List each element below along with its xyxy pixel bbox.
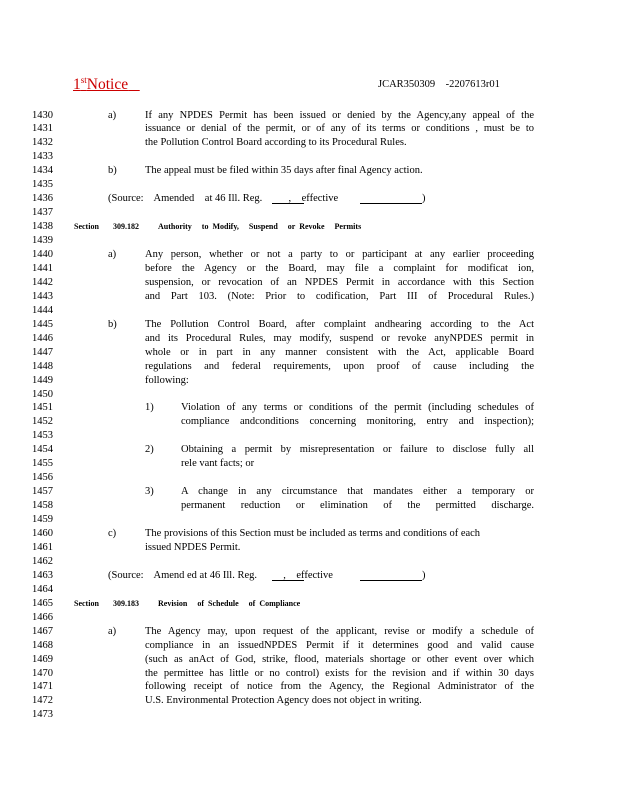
- blank-field: [272, 193, 304, 204]
- text-line: [0, 318, 618, 332]
- line-number: 1463: [32, 569, 53, 581]
- line-text: Violation of any terms or conditions of the permit (including schedules of: [181, 402, 534, 414]
- line-text: U.S. Environmental Protection Agency does not object in writing.: [145, 695, 422, 707]
- text-line: [0, 401, 618, 415]
- item-label: b): [108, 318, 117, 330]
- line-number: 1444: [32, 304, 53, 316]
- document-id: JCAR350309 -2207613r01: [378, 79, 500, 90]
- text-line: [0, 332, 618, 346]
- text-line: [0, 541, 618, 555]
- blank-field: [360, 570, 422, 581]
- line-number: 1455: [32, 458, 53, 470]
- line-text: compliance in an issuedNPDES Permit if it determines good and valid cause: [145, 639, 534, 651]
- text-line: [0, 150, 618, 164]
- text-line: [0, 122, 618, 136]
- item-label: 1): [145, 402, 154, 414]
- item-label: 3): [145, 486, 154, 498]
- line-number: 1435: [32, 179, 53, 191]
- text-line: [0, 611, 618, 625]
- text-line: [0, 136, 618, 150]
- line-number: 1440: [32, 249, 53, 260]
- text-line: [0, 625, 618, 639]
- line-number: 1442: [32, 276, 53, 288]
- line-number: 1432: [32, 137, 53, 149]
- text-line: [0, 206, 618, 220]
- text-line: [0, 192, 618, 206]
- line-number: 1436: [32, 193, 53, 205]
- line-number: 1453: [32, 430, 53, 442]
- text-line: [0, 443, 618, 457]
- text-line: [0, 513, 618, 527]
- line-text: issuance or denial of the permit, or of any of its terms or conditions , must be to: [145, 123, 534, 135]
- text-line: [0, 234, 618, 248]
- line-number: 1449: [32, 374, 53, 386]
- blank-field: [272, 570, 304, 581]
- line-number: 1454: [32, 444, 53, 456]
- text-line: [0, 109, 618, 123]
- line-number: 1451: [32, 402, 53, 414]
- line-text: permanent reduction or elimination of the permitted discharge.: [181, 500, 534, 512]
- line-number: 1446: [32, 332, 53, 344]
- line-number: 1473: [32, 709, 53, 721]
- line-number: 1430: [32, 109, 53, 121]
- line-number: 1462: [32, 555, 53, 567]
- line-number: 1471: [32, 681, 53, 693]
- line-number: 1431: [32, 123, 53, 135]
- line-number: 1438: [32, 221, 53, 233]
- text-line: [0, 178, 618, 192]
- line-text: Any person, whether or not a party to or participant at any earlier proceeding: [145, 249, 534, 260]
- line-text: compliance andconditions concerning monitoring, entry and inspection);: [181, 416, 534, 428]
- line-number: 1441: [32, 262, 53, 274]
- line-number: 1470: [32, 667, 53, 679]
- line-text: The appeal must be filed within 35 days after final Agency action.: [145, 165, 423, 177]
- text-line: [0, 262, 618, 276]
- text-line: [0, 694, 618, 708]
- text-line: [0, 220, 618, 234]
- section-word: Section: [74, 222, 99, 232]
- text-line: [0, 429, 618, 443]
- line-number: 1467: [32, 625, 53, 637]
- text-line: [0, 569, 618, 583]
- text-line: [0, 415, 618, 429]
- line-text: Obtaining a permit by misrepresentation or failure to disclose fully all: [181, 444, 534, 456]
- line-number: 1465: [32, 597, 53, 609]
- line-text: The provisions of this Section must be included as terms and conditions of each: [145, 528, 481, 539]
- text-line: [0, 471, 618, 485]
- line-number: 1459: [32, 514, 53, 526]
- line-number: 1447: [32, 346, 53, 358]
- line-text: the permittee has little or no control) exists for the revision and if within 30 days: [145, 667, 534, 679]
- line-number: 1457: [32, 486, 53, 498]
- text-line: [0, 680, 618, 694]
- text-line: [0, 653, 618, 667]
- line-number: 1452: [32, 416, 53, 428]
- closing-paren: ): [422, 569, 426, 581]
- text-line: [0, 457, 618, 471]
- line-text: suspension, or revocation of an NPDES Permit in accordance with this Section: [145, 276, 534, 288]
- line-text: The Pollution Control Board, after complaint andhearing according to the Act: [145, 318, 534, 330]
- notice-number: 1: [73, 76, 81, 93]
- text-line: [0, 276, 618, 290]
- text-line: [0, 360, 618, 374]
- line-number: 1458: [32, 500, 53, 512]
- item-label: a): [108, 249, 117, 260]
- text-line: [0, 597, 618, 611]
- text-line: [0, 555, 618, 569]
- text-line: [0, 374, 618, 388]
- line-number: 1448: [32, 360, 53, 372]
- line-text: whole or in part in any manner consistent with the Act, applicable Board: [145, 346, 534, 358]
- line-number: 1468: [32, 639, 53, 651]
- section-word: Section: [74, 598, 99, 608]
- blank-field: [360, 193, 422, 204]
- line-text: the Pollution Control Board according to its Procedural Rules.: [145, 137, 407, 149]
- line-number: 1472: [32, 695, 53, 707]
- section-title: Authority to Modify, Suspend or Revoke Permits: [158, 222, 362, 232]
- line-number: 1433: [32, 151, 53, 163]
- line-text: A change in any circumstance that mandates either a temporary or: [181, 486, 534, 498]
- line-number: 1443: [32, 290, 53, 302]
- line-text: If any NPDES Permit has been issued or denied by the Agency,any appeal of the: [145, 109, 534, 121]
- line-text: (Source: Amended at 46 Ill. Reg. , effective: [108, 193, 339, 205]
- item-label: c): [108, 528, 117, 539]
- text-line: [0, 304, 618, 318]
- item-label: b): [108, 165, 117, 177]
- line-text: (such as anAct of God, strike, flood, materials shortage or other event over which: [145, 653, 534, 665]
- line-text: regulations and federal requirements, upon proof of cause including the: [145, 360, 534, 372]
- line-number: 1464: [32, 583, 53, 595]
- line-text: rele vant facts; or: [181, 458, 255, 470]
- line-text: issued NPDES Permit.: [145, 541, 241, 553]
- text-line: [0, 248, 618, 262]
- notice-word: Notice: [86, 76, 129, 93]
- line-number: 1450: [32, 388, 53, 400]
- text-line: [0, 639, 618, 653]
- line-number: 1445: [32, 318, 53, 330]
- line-number: 1434: [32, 165, 53, 177]
- line-text: and Part 103. (Note: Prior to codification, Part III of Procedural Rules.): [145, 290, 534, 302]
- closing-paren: ): [422, 193, 426, 205]
- line-number: 1456: [32, 472, 53, 484]
- line-number: 1461: [32, 541, 53, 553]
- line-text: following receipt of notice from the Agency, the Regional Administrator of the: [145, 681, 534, 693]
- item-label: a): [108, 625, 117, 637]
- item-label: a): [108, 109, 117, 121]
- line-number: 1439: [32, 235, 53, 247]
- text-line: [0, 667, 618, 681]
- item-label: 2): [145, 444, 154, 456]
- line-number: 1469: [32, 653, 53, 665]
- text-line: [0, 583, 618, 597]
- text-line: [0, 485, 618, 499]
- line-text: (Source: Amend ed at 46 Ill. Reg. , effective: [108, 569, 333, 581]
- line-number: 1437: [32, 207, 53, 219]
- section-number: 309.183: [113, 598, 139, 608]
- text-line: [0, 499, 618, 513]
- notice-header: [73, 75, 140, 94]
- text-line: [0, 290, 618, 304]
- line-number: 1460: [32, 528, 53, 539]
- notice-superscript: st: [80, 75, 87, 85]
- section-number: 309.182: [113, 222, 139, 232]
- line-number: 1466: [32, 611, 53, 623]
- text-line: [0, 708, 618, 722]
- text-line: [0, 164, 618, 178]
- line-text: and its Procedural Rules, may modify, suspend or revoke anyNPDES permit in: [145, 332, 534, 344]
- text-line: [0, 527, 618, 541]
- text-line: [0, 388, 618, 402]
- section-title: Revision of Schedule of Compliance: [158, 598, 301, 608]
- line-text: The Agency may, upon request of the applicant, revise or modify a schedule of: [145, 625, 534, 637]
- line-text: before the Agency or the Board, may file a complaint for modificat ion,: [145, 262, 534, 274]
- line-text: following:: [145, 374, 189, 386]
- text-line: [0, 346, 618, 360]
